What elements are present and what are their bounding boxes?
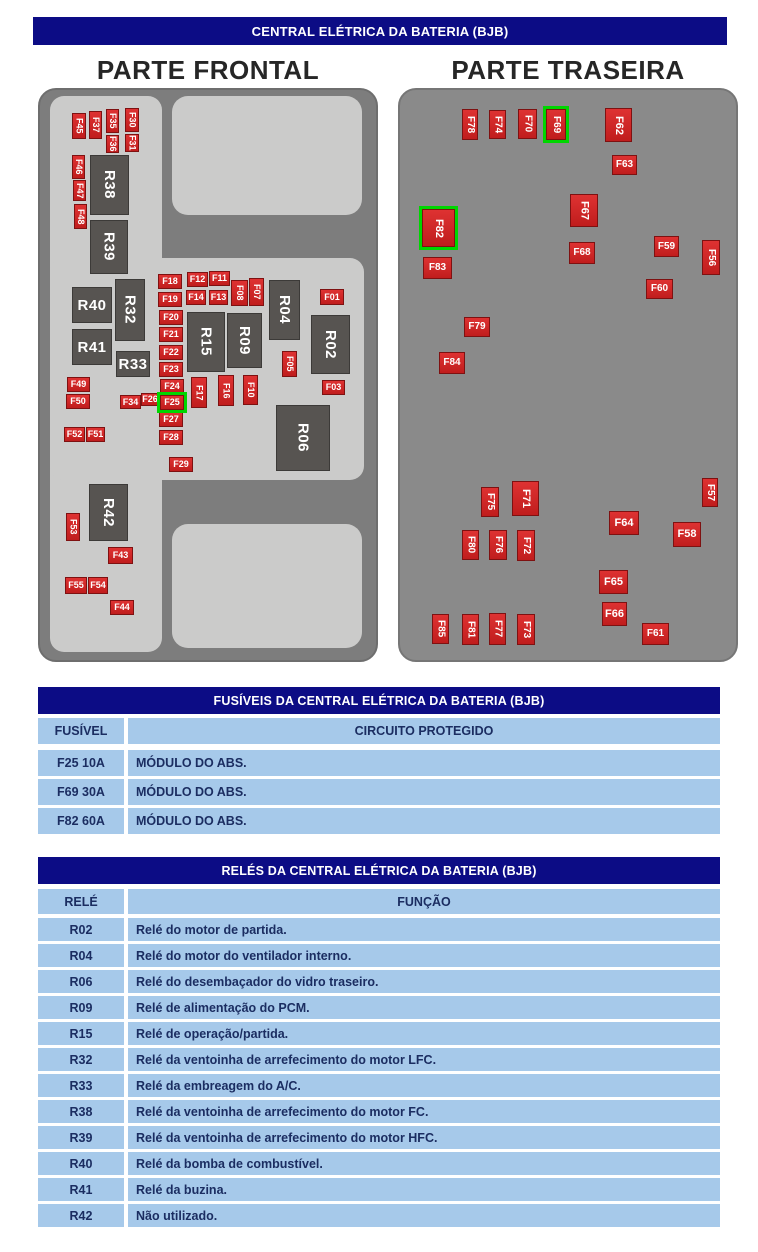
fuse-F66: F66 (602, 602, 627, 626)
fuse-F34: F34 (120, 395, 141, 409)
table-row-r42 (38, 1204, 720, 1227)
row-id-cell: R09 (38, 996, 124, 1019)
rear-panel-title: PARTE TRASEIRA (451, 55, 685, 85)
main-title-banner: CENTRAL ELÉTRICA DA BATERIA (BJB) (33, 17, 727, 45)
row-desc-cell: Relé da buzina. (128, 1178, 720, 1201)
relay-table-title: RELÉS DA CENTRAL ELÉTRICA DA BATERIA (BJB) (38, 857, 720, 884)
relay-table-header (38, 889, 720, 914)
row-id-cell: R42 (38, 1204, 124, 1227)
fuse-F51: F51 (86, 427, 105, 442)
table-row-r33 (38, 1074, 720, 1097)
row-id-cell: R02 (38, 918, 124, 941)
fuse-F31: F31 (125, 134, 139, 152)
relay-R15: R15 (187, 312, 225, 372)
relay-R09: R09 (227, 313, 262, 368)
fuse-F21: F21 (159, 327, 183, 342)
fuse-F55: F55 (65, 577, 87, 594)
fuse-F18: F18 (158, 274, 182, 289)
fuse-F45: F45 (72, 113, 86, 139)
fuse-F65: F65 (599, 570, 628, 594)
relay-R40: R40 (72, 287, 112, 323)
relay-table-col-funcao: FUNÇÃO (128, 889, 720, 914)
relay-table (38, 857, 720, 1230)
fuse-F27: F27 (159, 412, 183, 427)
fuse-F08: F08 (231, 280, 248, 306)
fuse-F17: F17 (191, 377, 207, 408)
row-id-cell: R38 (38, 1100, 124, 1123)
row-desc-cell: Relé da ventoinha de arrefecimento do motor LFC. (128, 1048, 720, 1071)
front-panel-surface-top-right (172, 96, 362, 215)
row-id-cell: R41 (38, 1178, 124, 1201)
table-row-r04 (38, 944, 720, 967)
row-desc-cell: Relé da bomba de combustível. (128, 1152, 720, 1175)
fuse-F44: F44 (110, 600, 134, 615)
fuse-F48: F48 (74, 204, 87, 229)
relay-R41: R41 (72, 329, 112, 365)
fuse-table-body (38, 750, 720, 834)
row-id-cell: R04 (38, 944, 124, 967)
table-row-r02 (38, 918, 720, 941)
fuse-F26: F26 (142, 394, 158, 404)
row-desc-cell: MÓDULO DO ABS. (128, 808, 720, 834)
relay-R04: R04 (269, 280, 300, 340)
fuse-F71: F71 (512, 481, 539, 516)
row-id-cell: R32 (38, 1048, 124, 1071)
front-panel-diagram (38, 88, 378, 662)
row-id-cell: F82 60A (38, 808, 124, 834)
relay-table-body (38, 918, 720, 1227)
fuse-F43: F43 (108, 547, 133, 564)
table-row-r38 (38, 1100, 720, 1123)
fuse-F22: F22 (159, 345, 183, 360)
relay-R32: R32 (115, 279, 145, 341)
fuse-F56: F56 (702, 240, 720, 275)
fuse-F05: F05 (282, 351, 297, 377)
fuse-F19: F19 (158, 292, 182, 307)
row-id-cell: F25 10A (38, 750, 124, 776)
table-row-r40 (38, 1152, 720, 1175)
row-desc-cell: Relé do motor de partida. (128, 918, 720, 941)
fuse-F69-highlighted: F69 (546, 109, 566, 140)
fuse-F68: F68 (569, 242, 595, 264)
fuse-F49: F49 (67, 377, 90, 392)
fuse-F74: F74 (489, 110, 506, 139)
fuse-F29: F29 (169, 457, 193, 472)
fuse-F47: F47 (73, 180, 86, 201)
relay-R42: R42 (89, 484, 128, 541)
row-desc-cell: Relé de operação/partida. (128, 1022, 720, 1045)
fuse-F59: F59 (654, 236, 679, 257)
front-panel-surface-bottom-right (172, 524, 362, 648)
row-id-cell: R33 (38, 1074, 124, 1097)
fuse-F82-highlighted: F82 (422, 209, 455, 247)
fuse-F13: F13 (209, 290, 228, 305)
table-row-r32 (38, 1048, 720, 1071)
row-id-cell: R39 (38, 1126, 124, 1149)
fuse-table-col-circuito: CIRCUITO PROTEGIDO (128, 718, 720, 744)
row-id-cell: R40 (38, 1152, 124, 1175)
fuse-F03: F03 (322, 380, 345, 395)
row-desc-cell: MÓDULO DO ABS. (128, 779, 720, 805)
fuse-F12: F12 (187, 272, 208, 287)
fuse-F64: F64 (609, 511, 639, 535)
fuse-F52: F52 (64, 427, 85, 442)
fuse-F25-highlighted: F25 (160, 395, 184, 410)
fuse-F81: F81 (462, 614, 479, 645)
table-row-r39 (38, 1126, 720, 1149)
table-row-r06 (38, 970, 720, 993)
relay-table-col-rele: RELÉ (38, 889, 124, 914)
fuse-F84: F84 (439, 352, 465, 374)
fuse-F58: F58 (673, 522, 701, 547)
relay-R39: R39 (90, 220, 128, 274)
fuse-F78: F78 (462, 109, 478, 140)
fuse-F50: F50 (66, 394, 90, 409)
fuse-F73: F73 (517, 614, 535, 645)
fuse-F75: F75 (481, 487, 499, 517)
fuse-F63: F63 (612, 155, 637, 175)
fuse-F23: F23 (159, 362, 183, 377)
row-desc-cell: Relé do motor do ventilador interno. (128, 944, 720, 967)
fuse-F83: F83 (423, 257, 452, 279)
row-desc-cell: Relé de alimentação do PCM. (128, 996, 720, 1019)
row-desc-cell: Relé da embreagem do A/C. (128, 1074, 720, 1097)
fuse-F85: F85 (432, 614, 449, 644)
row-desc-cell: Relé do desembaçador do vidro traseiro. (128, 970, 720, 993)
relay-R02: R02 (311, 315, 350, 374)
fuse-table-header (38, 718, 720, 744)
row-id-cell: R06 (38, 970, 124, 993)
fuse-table-title: FUSÍVEIS DA CENTRAL ELÉTRICA DA BATERIA (BJB) (38, 687, 720, 714)
row-id-cell: F69 30A (38, 779, 124, 805)
fuse-F72: F72 (517, 530, 535, 561)
table-row-f82 (38, 808, 720, 834)
relay-R38: R38 (90, 155, 129, 215)
table-row-r15 (38, 1022, 720, 1045)
fuse-F76: F76 (489, 530, 507, 560)
table-row-f25 (38, 750, 720, 776)
fuse-F79: F79 (464, 317, 490, 337)
fuse-F01: F01 (320, 289, 344, 305)
fuse-F80: F80 (462, 530, 479, 560)
fuse-F24: F24 (160, 379, 184, 394)
fuse-F70: F70 (518, 109, 537, 139)
fuse-F54: F54 (88, 577, 108, 594)
fuse-F16: F16 (218, 375, 234, 406)
fuse-F11: F11 (209, 271, 230, 286)
row-desc-cell: MÓDULO DO ABS. (128, 750, 720, 776)
row-desc-cell: Relé da ventoinha de arrefecimento do motor HFC. (128, 1126, 720, 1149)
fuse-F77: F77 (489, 613, 506, 645)
fuse-F28: F28 (159, 430, 183, 445)
rear-panel-diagram (398, 88, 738, 662)
row-id-cell: R15 (38, 1022, 124, 1045)
fuse-F20: F20 (159, 310, 183, 325)
fuse-F10: F10 (243, 375, 258, 405)
fuse-F62: F62 (605, 108, 632, 142)
fuse-F61: F61 (642, 623, 669, 645)
table-row-f69 (38, 779, 720, 805)
fuse-F53: F53 (66, 513, 80, 541)
relay-R06: R06 (276, 405, 330, 471)
fuse-table-col-fusivel: FUSÍVEL (38, 718, 124, 744)
table-row-r09 (38, 996, 720, 1019)
fuse-F07: F07 (249, 278, 264, 306)
fuse-F36: F36 (108, 136, 118, 152)
fuse-F30: F30 (125, 108, 139, 132)
fuse-F14: F14 (186, 290, 206, 305)
relay-R33: R33 (116, 351, 150, 377)
fuse-F35: F35 (106, 109, 119, 133)
row-desc-cell: Não utilizado. (128, 1204, 720, 1227)
fuse-F46: F46 (72, 155, 85, 179)
row-desc-cell: Relé da ventoinha de arrefecimento do motor FC. (128, 1100, 720, 1123)
table-row-r41 (38, 1178, 720, 1201)
fuse-F67: F67 (570, 194, 598, 227)
fuse-F37: F37 (89, 111, 102, 139)
fuse-F60: F60 (646, 279, 673, 299)
front-panel-title: PARTE FRONTAL (96, 55, 320, 85)
fuse-table (38, 687, 720, 837)
fuse-F57: F57 (702, 478, 718, 507)
